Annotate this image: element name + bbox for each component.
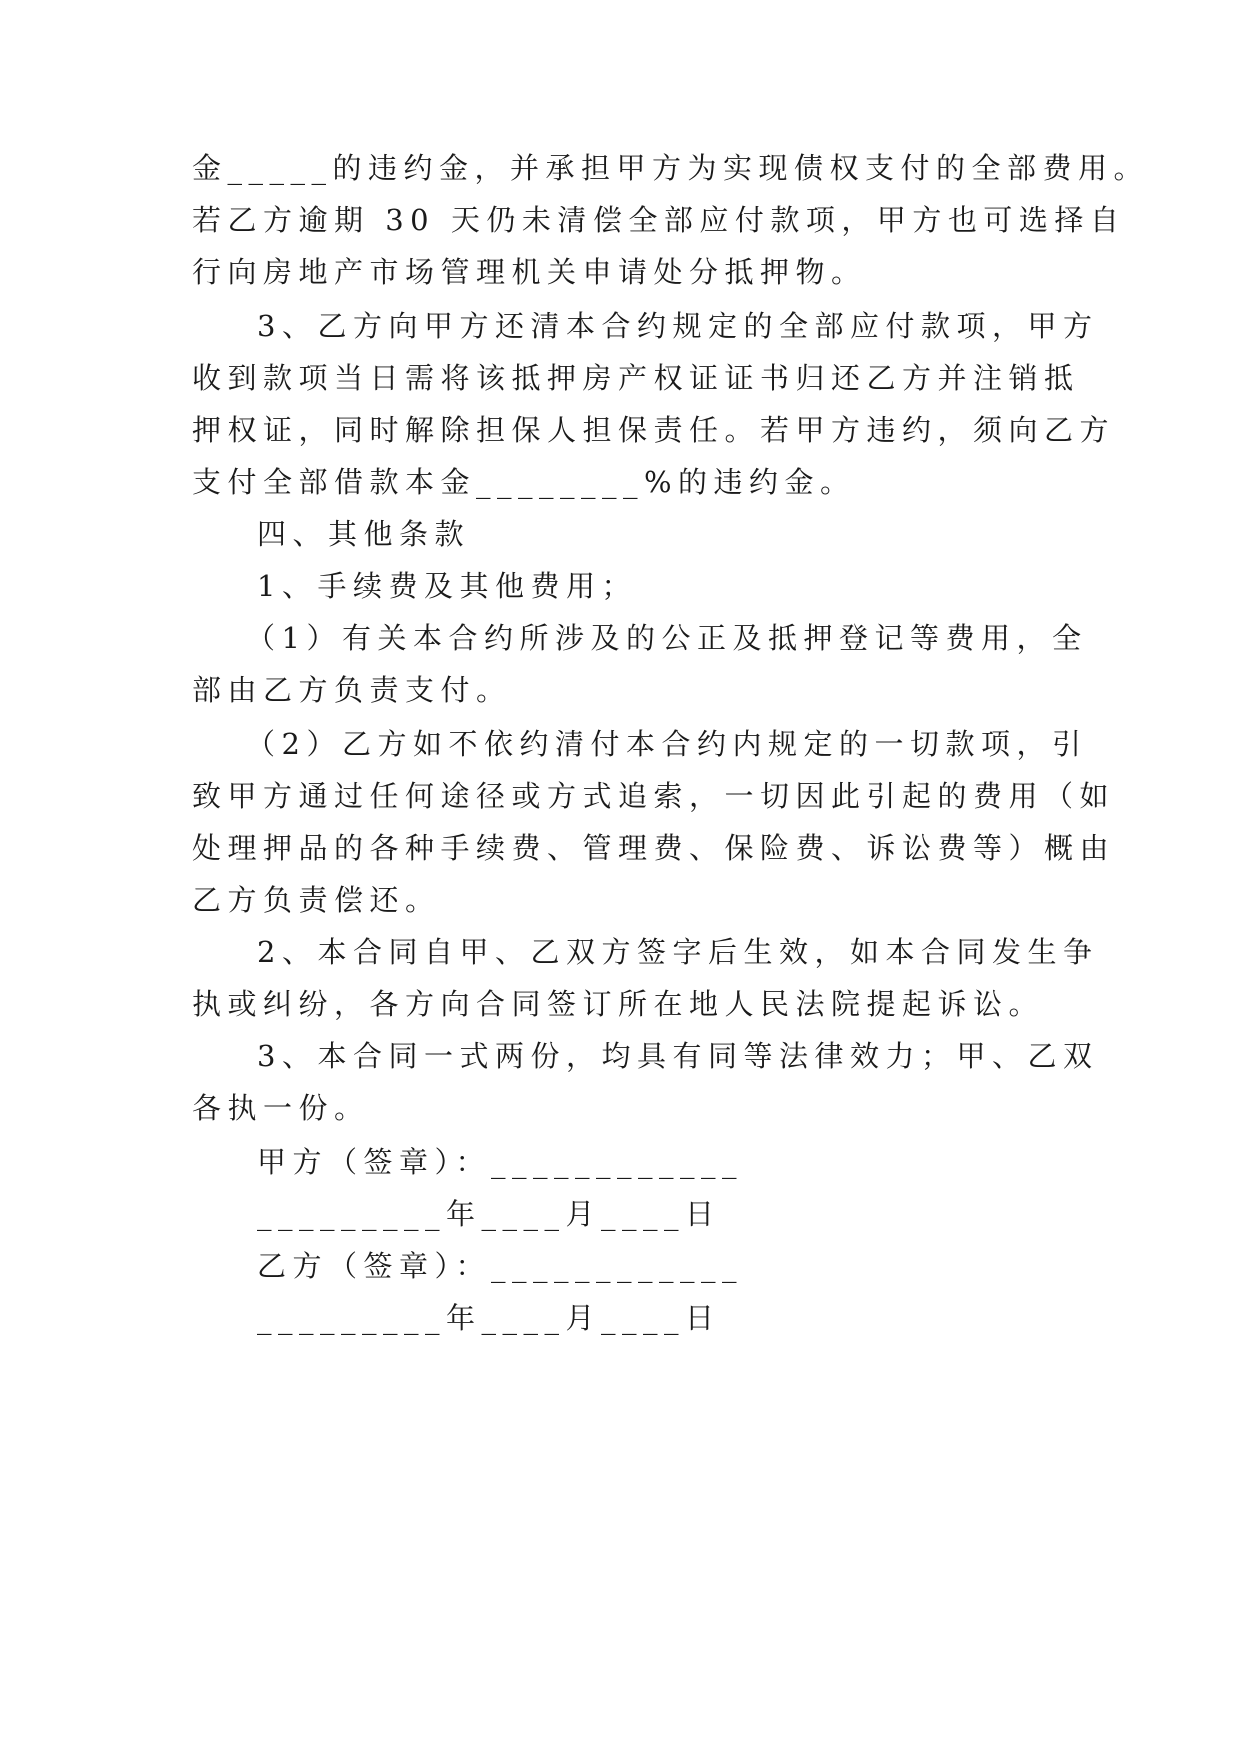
text-line: （1）有关本合约所涉及的公正及抵押登记等费用，全 bbox=[246, 621, 1088, 655]
text-line: 3、乙方向甲方还清本合约规定的全部应付款项，甲方 bbox=[257, 309, 1099, 343]
text-line: 金_____的违约金，并承担甲方为实现债权支付的全部费用。 bbox=[192, 151, 1150, 185]
text-line: 处理押品的各种手续费、管理费、保险费、诉讼费等）概由 bbox=[192, 831, 1116, 865]
text-line: 各执一份。 bbox=[192, 1091, 370, 1125]
text-line: 执或纠纷，各方向合同签订所在地人民法院提起诉讼。 bbox=[192, 987, 1045, 1021]
text-line: 1、手续费及其他费用； bbox=[257, 569, 637, 603]
party-a-date: _________年____月____日 bbox=[257, 1197, 721, 1231]
text-line: 若乙方逾期 30 天仍未清偿全部应付款项，甲方也可选择自 bbox=[192, 203, 1126, 237]
text-line: 押权证，同时解除担保人担保责任。若甲方违约，须向乙方 bbox=[192, 413, 1116, 447]
party-b-signature: 乙方（签章）：____________ bbox=[257, 1249, 744, 1283]
party-b-date: _________年____月____日 bbox=[257, 1301, 721, 1335]
text-line: 2、本合同自甲、乙双方签字后生效，如本合同发生争 bbox=[257, 935, 1099, 969]
text-line: 部由乙方负责支付。 bbox=[192, 673, 512, 707]
text-line: 行向房地产市场管理机关申请处分抵押物。 bbox=[192, 255, 867, 289]
text-line: 支付全部借款本金________%的违约金。 bbox=[192, 465, 856, 499]
text-line: 致甲方通过任何途径或方式追索，一切因此引起的费用（如 bbox=[192, 779, 1116, 813]
text-line: 3、本合同一式两份，均具有同等法律效力；甲、乙双 bbox=[257, 1039, 1099, 1073]
party-a-signature: 甲方（签章）：____________ bbox=[257, 1145, 744, 1179]
text-line: （2）乙方如不依约清付本合约内规定的一切款项，引 bbox=[246, 727, 1088, 761]
text-line: 乙方负责偿还。 bbox=[192, 883, 441, 917]
section-heading: 四、其他条款 bbox=[257, 517, 471, 551]
text-line: 收到款项当日需将该抵押房产权证证书归还乙方并注销抵 bbox=[192, 361, 1080, 395]
